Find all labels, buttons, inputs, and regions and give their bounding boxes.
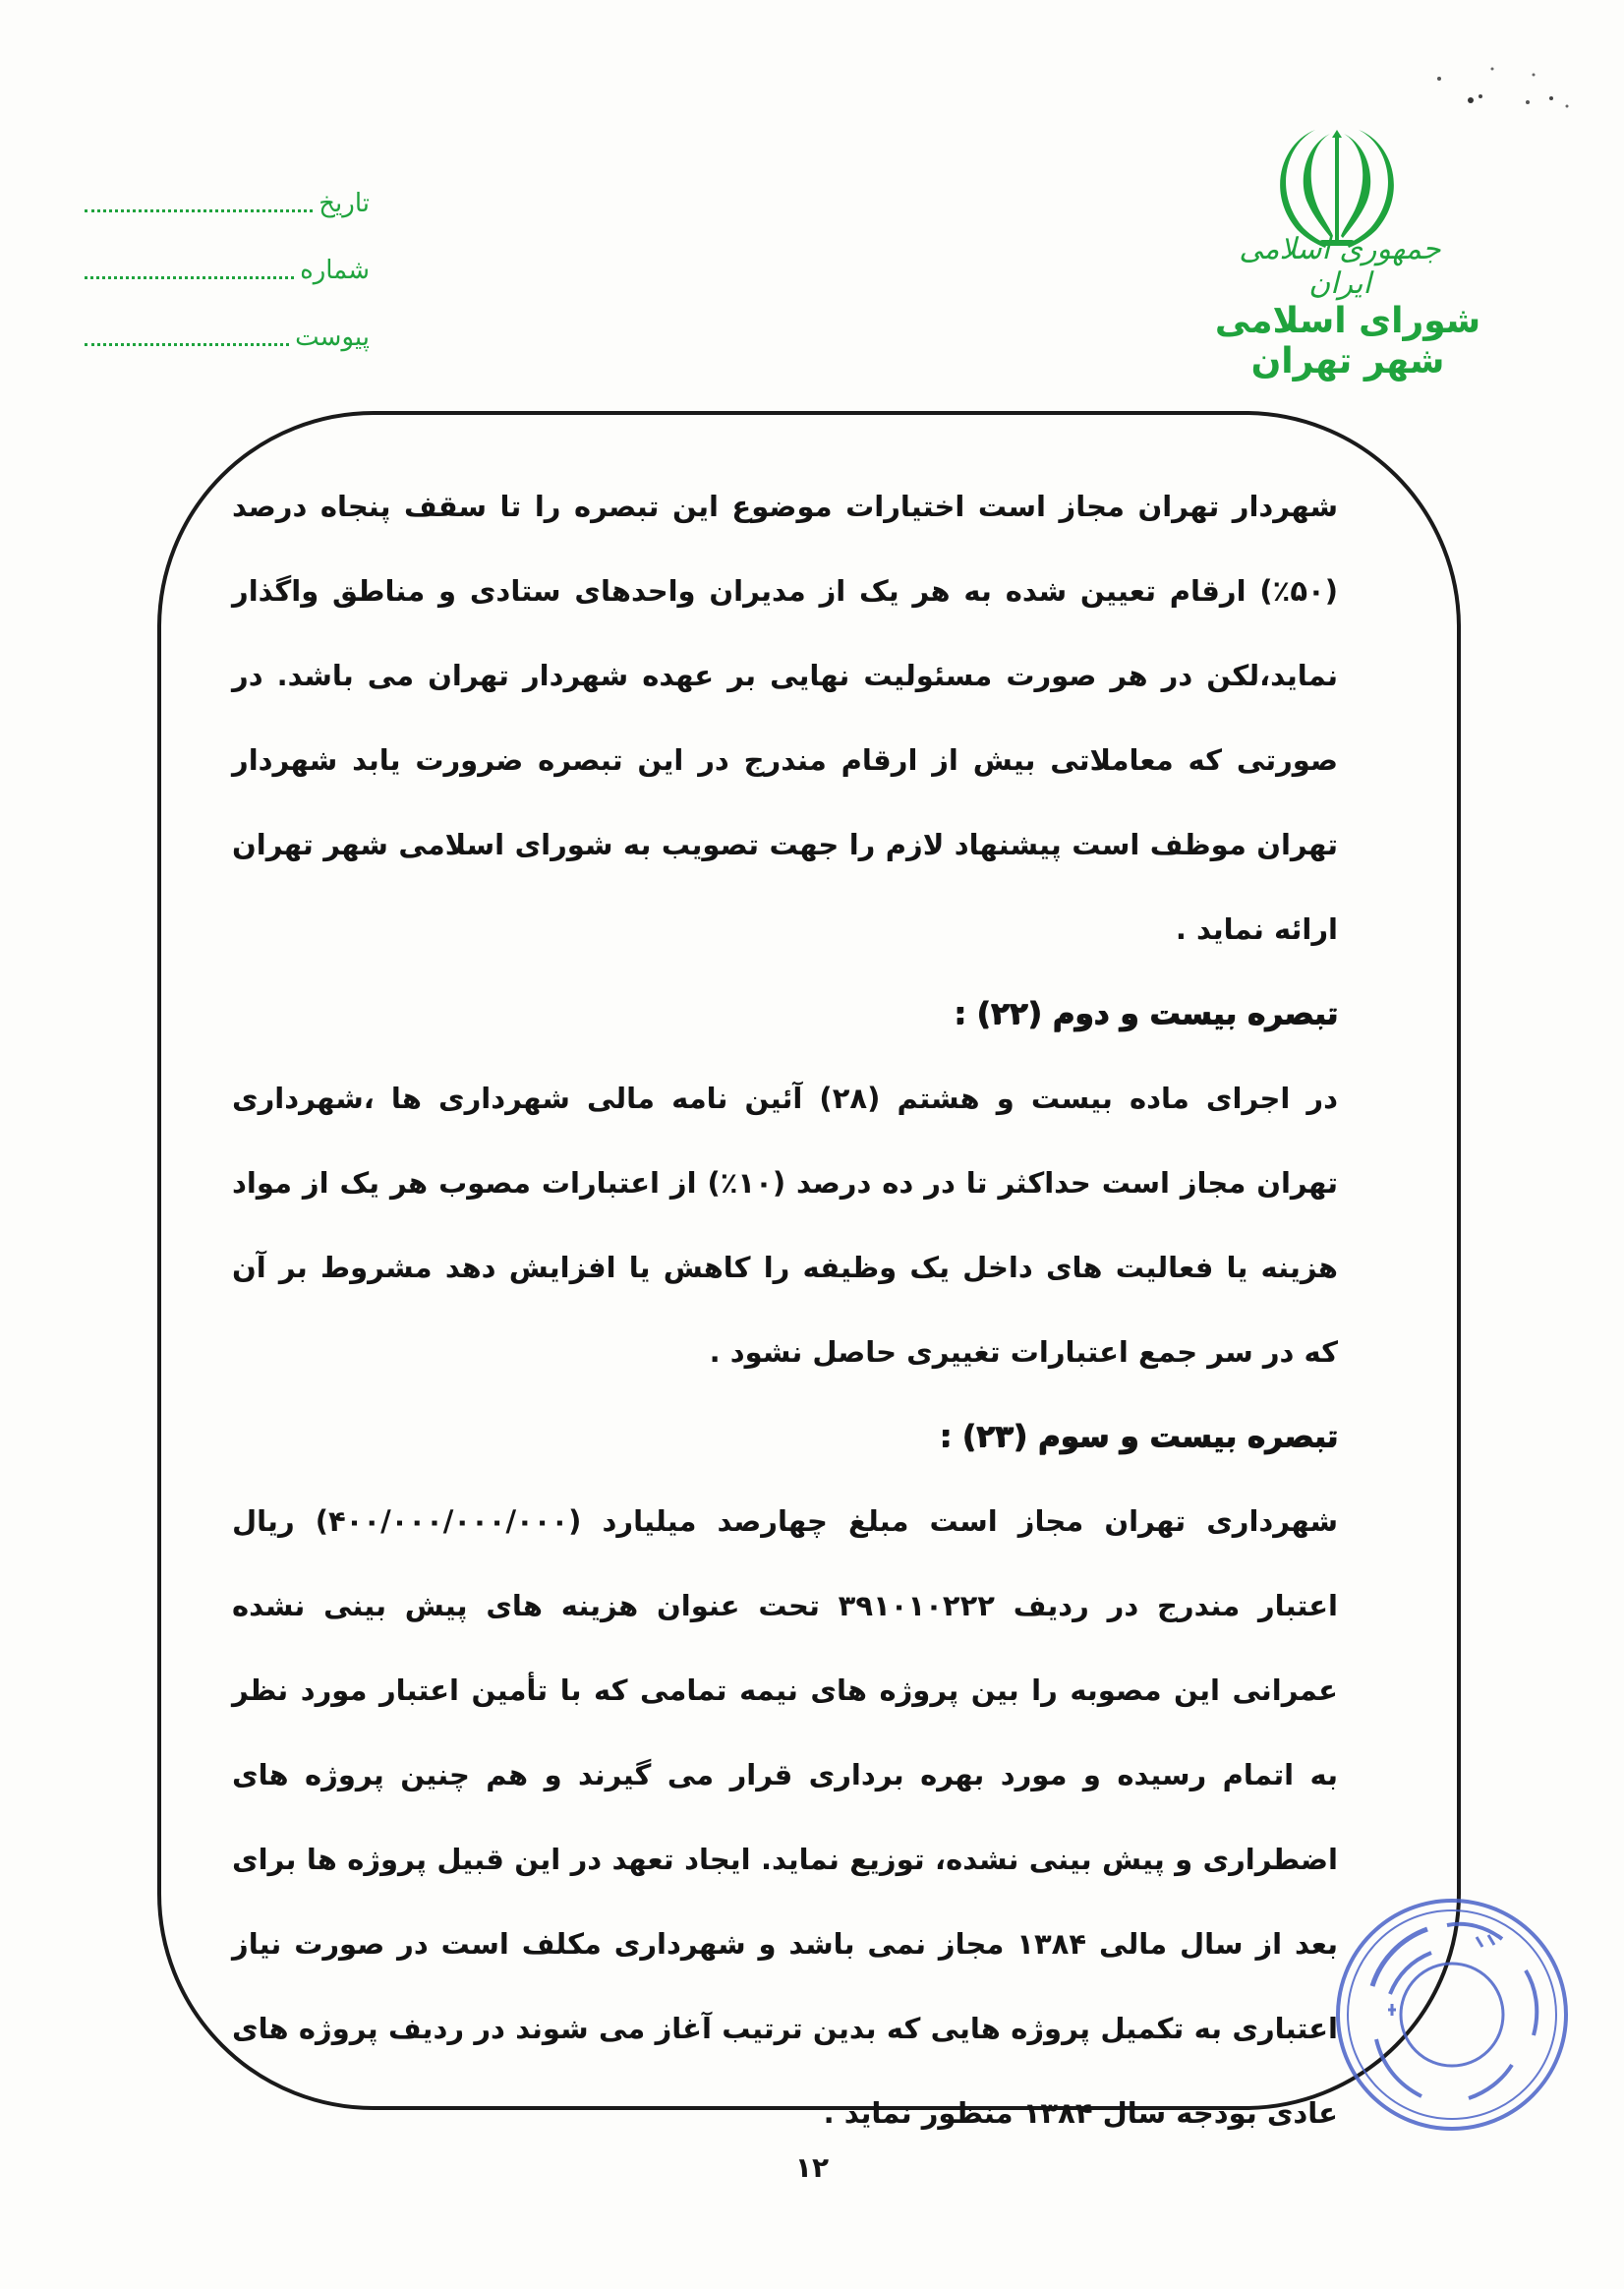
date-label: تاریخ [319,189,370,218]
number-label: شماره [300,256,370,285]
number-dots [85,276,294,279]
document-body [232,464,1338,2155]
attachment-label: پیوست [295,323,370,352]
republic-caption: جمهوری اسلامی ایران [1239,232,1441,301]
attachment-dots [85,343,289,346]
date-line [85,173,370,216]
paragraph-note-22: در اجرای ماده بیست و هشتم (۲۸) آئین نامه مالی شهرداری ها ،شهرداری تهران مجاز است حداکثر تا در ده درصد (۱۰٪) از اعتبارات مصوب هر یک از مواد هزینه یا فعالیت های داخل یک وظیفه را کاهش یا افزایش دهد مشروط بر آن که در سر جمع اعتبارات تغییری حاصل نشود . [232,1082,1338,1369]
heading-note-22: تبصره بیست و دوم (۲۲) : [954,996,1338,1031]
paragraph-note-23: شهرداری تهران مجاز است مبلغ چهارصد میلیارد (۴۰۰/۰۰۰/۰۰۰/۰۰۰) ریال اعتبار مندرج در ردیف ۳۹۱۰۱۰۲۲۲ تحت عنوان هزینه های پیش بینی نشده عمرانی این مصوبه را بین پروژه های نیمه تمامی که با تأمین اعتبار مورد نظر به اتمام رسیده و مورد بهره برداری قرار می گیرند و هم چنین پروژه های اضطراری و پیش بینی نشده، توزیع نماید. ایجاد تعهد در این قبیل پروژه ها برای بعد از سال مالی ۱۳۸۴ مجاز نمی باشد و شهرداری مکلف است در صورت نیاز اعتباری به تکمیل پروژه هایی که بدین ترتیب آغاز می شوند در ردیف پروژه های عادی بودجه سال ۱۳۸۴ منظور نماید . [232,1504,1338,2130]
page-number: ۱۲ [794,2151,830,2184]
attachment-line [85,307,370,350]
heading-note-23: تبصره بیست و سوم (۲۳) : [939,1419,1338,1454]
iran-emblem-icon [1276,124,1398,250]
council-stamp-icon [1329,1892,1575,2138]
number-line [85,240,370,283]
council-name: شورای اسلامی شهر تهران [1214,301,1481,382]
date-dots [85,209,313,212]
paragraph-authority-delegation: شهردار تهران مجاز است اختیارات موضوع این تبصره را تا سقف پنجاه درصد (۵۰٪) ارقام تعیین شده به هر یک از مدیران واحدهای ستادی و مناطق واگذار نماید،لکن در هر صورت مسئولیت نهایی بر عهده شهردار تهران می باشد. در صورتی که معاملاتی بیش از ارقام مندرج در این تبصره ضرورت یابد شهردار تهران موظف است پیشنهاد لازم را جهت تصویب به شورای اسلامی شهر تهران ارائه نماید . [232,490,1338,946]
scan-specks [1431,61,1579,120]
